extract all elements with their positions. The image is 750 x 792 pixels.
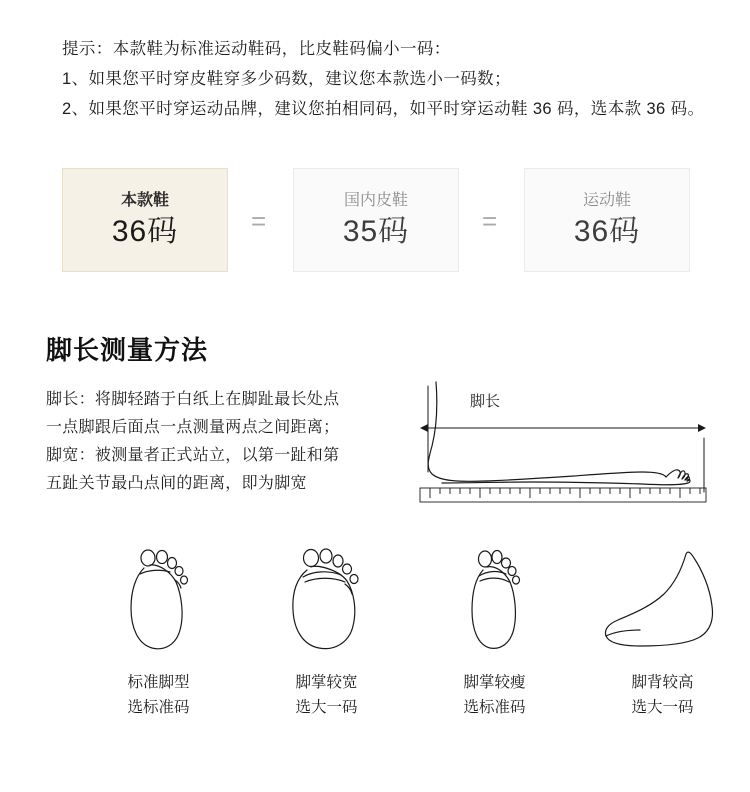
foot-high-instep-icon bbox=[580, 532, 745, 660]
foot-length-label: 脚长 bbox=[470, 393, 501, 410]
foot-side-view-icon bbox=[392, 368, 712, 513]
tips-line: 1、如果您平时穿皮鞋穿多少码数，建议您本款选小一码数； bbox=[62, 70, 511, 88]
size-box-value: 36码 bbox=[111, 215, 179, 248]
tips-block bbox=[62, 34, 705, 124]
size-comparison bbox=[62, 168, 690, 274]
foot-type-caption-line2: 选标准码 bbox=[463, 699, 526, 716]
foot-type-standard bbox=[76, 532, 241, 720]
foot-type-caption-line1: 标准脚型 bbox=[127, 674, 190, 691]
foot-type-narrow bbox=[412, 532, 577, 720]
size-box-value: 35码 bbox=[342, 215, 410, 248]
foot-type-caption-line1: 脚背较高 bbox=[631, 674, 694, 691]
equals-sign: = bbox=[251, 206, 267, 236]
size-box-label: 国内皮鞋 bbox=[343, 192, 408, 209]
size-box-value: 36码 bbox=[573, 215, 641, 248]
measure-line: 一点脚跟后面点一点测量两点之间距离； bbox=[46, 419, 340, 436]
foot-type-caption-line2: 选大一码 bbox=[295, 699, 358, 716]
foot-narrow-icon bbox=[412, 532, 577, 660]
size-box-domestic-leather bbox=[293, 168, 459, 272]
size-box-sport bbox=[524, 168, 690, 272]
foot-length-diagram bbox=[392, 368, 712, 513]
size-box-label: 运动鞋 bbox=[582, 192, 631, 209]
measure-line: 脚长：将脚轻踏于白纸上在脚趾最长处点 bbox=[46, 391, 340, 408]
measure-description bbox=[46, 386, 376, 498]
size-box-current bbox=[62, 168, 228, 272]
foot-wide-icon bbox=[244, 532, 409, 660]
foot-type-caption-line1: 脚掌较瘦 bbox=[463, 674, 526, 691]
tips-line: 提示：本款鞋为标准运动鞋码，比皮鞋码偏小一码： bbox=[62, 40, 451, 58]
tips-line: 2、如果您平时穿运动品牌，建议您拍相同码，如平时穿运动鞋 36 码，选本款 36 码。 bbox=[62, 100, 705, 118]
foot-type-caption-line2: 选标准码 bbox=[127, 699, 190, 716]
measure-line: 脚宽：被测量者正式站立，以第一趾和第 bbox=[46, 447, 340, 464]
section-title-measure: 脚长测量方法 bbox=[46, 335, 209, 365]
foot-type-high-instep bbox=[580, 532, 745, 720]
equals-sign: = bbox=[482, 206, 498, 236]
foot-standard-icon bbox=[76, 532, 241, 660]
ruler-icon bbox=[420, 488, 706, 502]
foot-type-caption-line1: 脚掌较宽 bbox=[295, 674, 358, 691]
foot-type-caption-line2: 选大一码 bbox=[631, 699, 694, 716]
foot-type-wide bbox=[244, 532, 409, 720]
size-box-label: 本款鞋 bbox=[120, 192, 169, 209]
measure-line: 五趾关节最凸点间的距离，即为脚宽 bbox=[46, 475, 307, 492]
foot-type-row bbox=[46, 532, 706, 732]
